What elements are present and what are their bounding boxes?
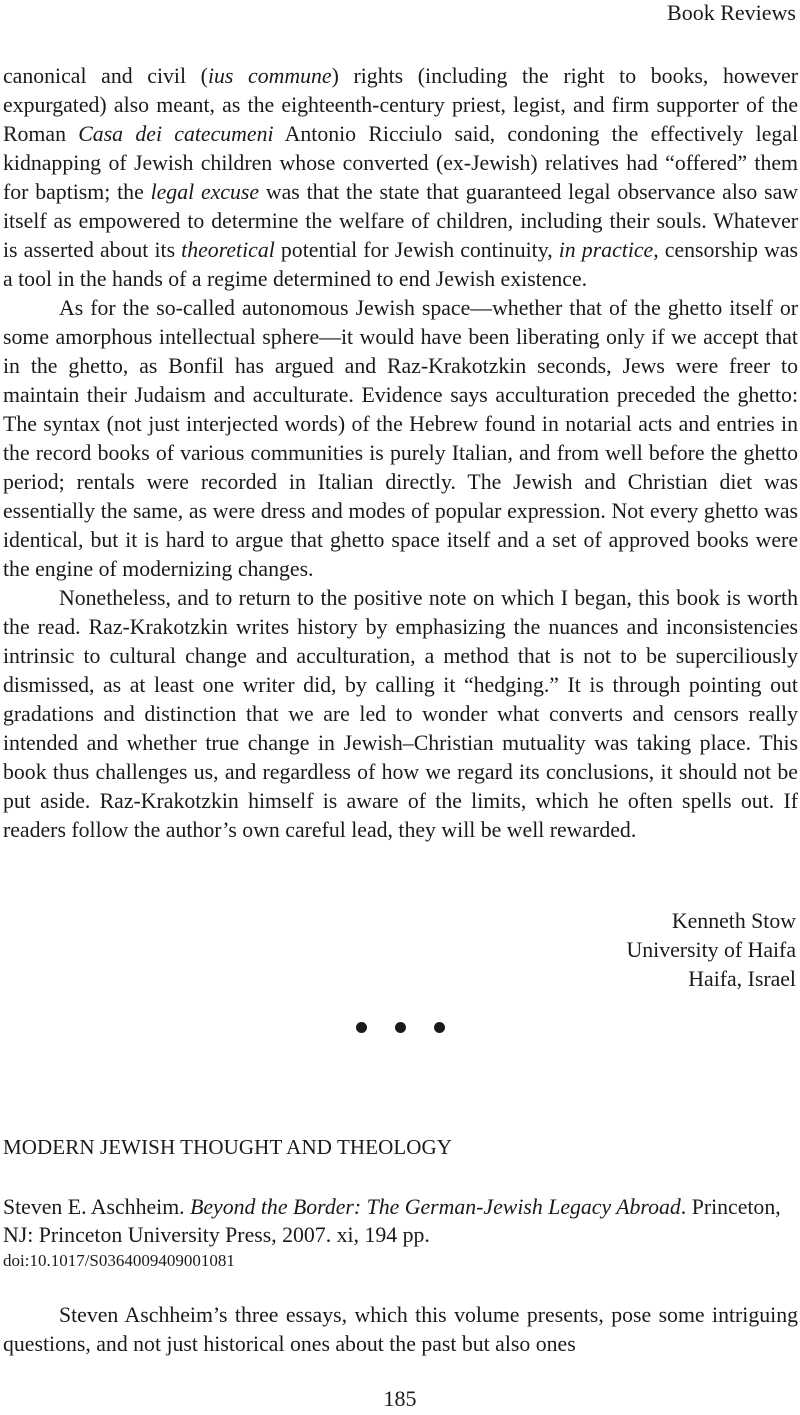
paragraph-3: Nonetheless, and to return to the positive note on which I began, this book is worth the read. Raz-Krakotzkin writes history by emphasizing the nuances and inconsistencies intrinsic to cultural change and acculturation, a method that is not to be superciliously dismissed, as at least one writer did, by calling it “hedging.” It is through pointing out gradations and distinction that we are led to wonder what converts and censors really intended and whether true change in Jewish–Christian mutuality was taking place. This book thus challenges us, and regardless of how we regard its conclusions, it should not be put aside. Raz-Krakotzkin himself is aware of the limits, which he often spells out. If readers follow the author’s own careful lead, they will be well rewarded. <box>3 586 798 842</box>
citation-title: Beyond the Border: The German-Jewish Legacy Abroad <box>190 1195 681 1219</box>
separator-dot <box>356 1022 367 1033</box>
citation-publication: . Princeton, NJ: Princeton University Press, 2007. xi, 194 pp. <box>3 1195 781 1247</box>
review-body <box>3 62 798 845</box>
paragraph-2: As for the so-called autonomous Jewish space—whether that of the ghetto itself or some amorphous intellectual sphere—it would have been liberating only if we accept that in the ghetto, as Bonfil has argued and Raz-Krakotzkin seconds, Jews were freer to maintain their Judaism and acculturate. Evidence says acculturation preceded the ghetto: The syntax (not just interjected words) of the Hebrew found in notarial acts and entries in the record books of various communities is purely Italian, and from well before the ghetto period; rentals were recorded in Italian directly. The Jewish and Christian diet was essentially the same, as were dress and modes of popular expression. Not every ghetto was identical, but it is hard to argue that ghetto space itself and a set of approved books were the engine of modernizing changes. <box>3 296 798 581</box>
citation-author: Steven E. Aschheim. <box>3 1195 191 1219</box>
next-review-body <box>3 1301 798 1359</box>
next-review-paragraph: Steven Aschheim’s three essays, which this volume presents, pose some intriguing questions, and not just historical ones about the past but also ones <box>3 1303 798 1356</box>
separator-dot <box>434 1022 445 1033</box>
reviewer-institution: University of Haifa <box>626 938 796 962</box>
section-separator <box>0 1022 800 1033</box>
paragraph-1: canonical and civil (ius commune) rights (including the right to books, however expurgated) also meant, as the eighteenth-century priest, legist, and firm supporter of the Roman Casa dei catecumeni Antonio Ricciulo said, condoning the effectively legal kidnapping of Jewish children whose converted (ex-Jewish) relatives had “offered” them for baptism; the legal excuse was that the state that guaranteed legal observance also saw itself as empowered to determine the welfare of children, including their souls. Whatever is asserted about its theoretical potential for Jewish continuity, in practice, censorship was a tool in the hands of a regime determined to end Jewish existence. <box>3 64 799 291</box>
running-head: Book Reviews <box>667 0 796 25</box>
citation-doi: doi:10.1017/S0364009409001081 <box>3 1251 235 1270</box>
reviewer-signoff <box>627 907 796 994</box>
reviewer-location: Haifa, Israel <box>688 967 796 991</box>
reviewer-name: Kenneth Stow <box>671 909 796 933</box>
page-number: 185 <box>383 1386 417 1411</box>
book-citation <box>3 1193 798 1272</box>
section-title: MODERN JEWISH THOUGHT AND THEOLOGY <box>3 1135 453 1159</box>
separator-dot <box>395 1022 406 1033</box>
